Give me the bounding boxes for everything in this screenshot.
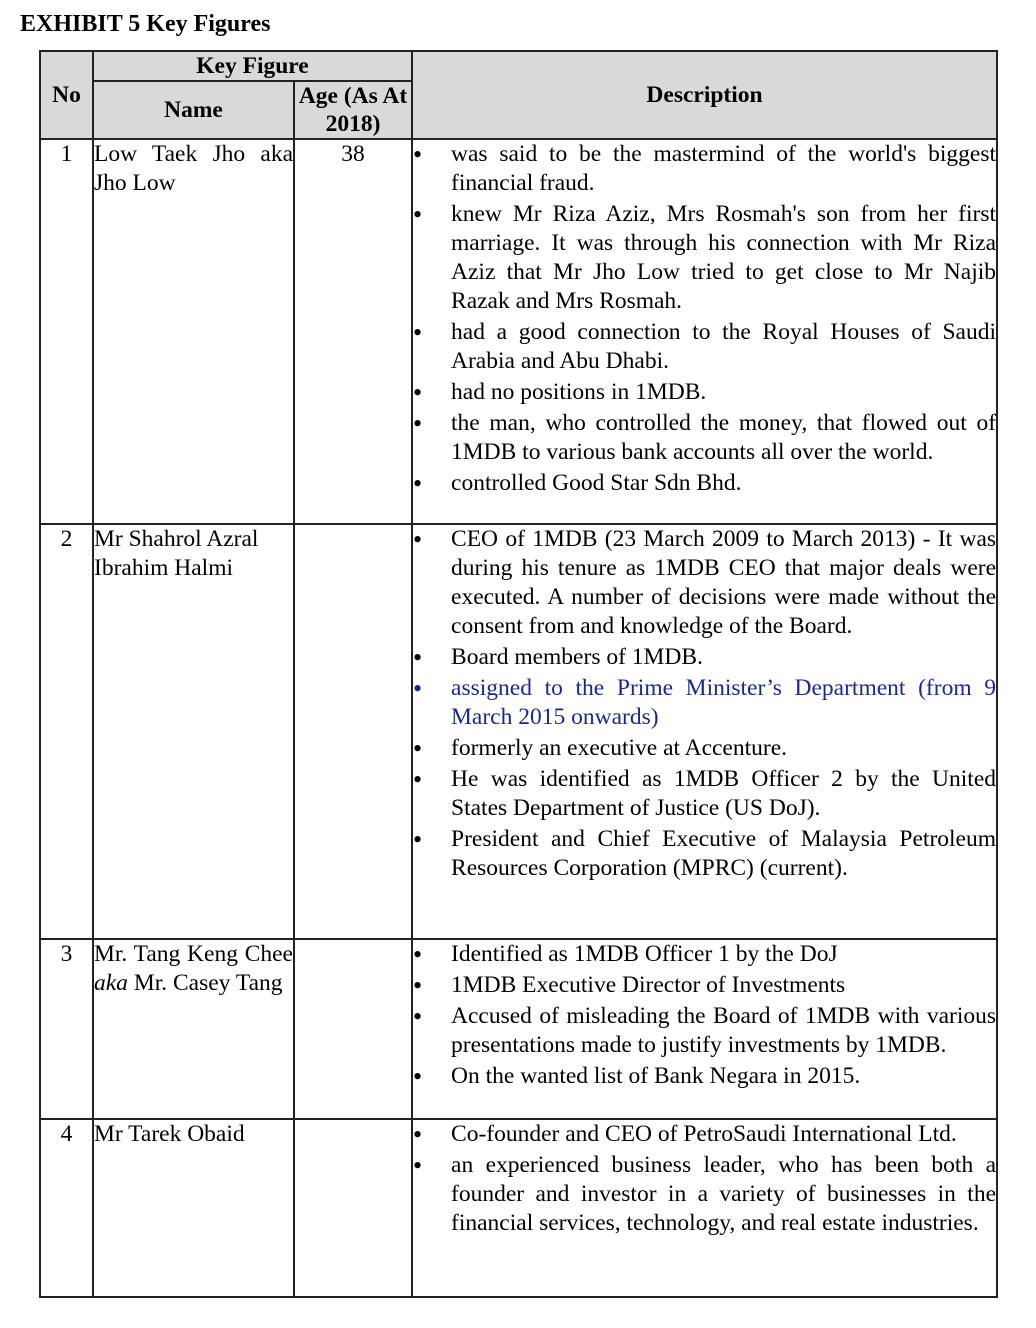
description-bullet: • Identified as 1MDB Officer 1 by the DoJ: [413, 940, 996, 969]
exhibit-title: EXHIBIT 5 Key Figures: [20, 11, 271, 37]
row-number: 4: [40, 1119, 93, 1297]
row-name: Mr Shahrol Azral Ibrahim Halmi: [93, 524, 294, 939]
header-row-top: [40, 51, 997, 81]
description-bullet: • On the wanted list of Bank Negara in 2015.: [413, 1062, 996, 1091]
row-age: [294, 939, 412, 1119]
description-list: [413, 525, 996, 883]
description-list: [413, 1120, 996, 1238]
name-part: Mr. Tang Keng Chee: [94, 941, 293, 967]
name-part-aka: aka: [94, 970, 128, 996]
row-description: [412, 139, 997, 524]
name-part: Mr. Casey Tang: [127, 970, 283, 996]
description-bullet: • knew Mr Riza Aziz, Mrs Rosmah's son from her first marriage. It was through his connection with Mr Riza Aziz that Mr Jho Low tried to get close to Mr Najib Razak and Mrs Rosmah.: [413, 200, 996, 316]
description-bullet: • formerly an executive at Accenture.: [413, 734, 996, 763]
row-number: 2: [40, 524, 93, 939]
description-bullet: • was said to be the mastermind of the world's biggest financial fraud.: [413, 140, 996, 198]
header-name: Name: [93, 81, 294, 139]
row-age: [294, 524, 412, 939]
row-description: [412, 524, 997, 939]
description-bullet: • President and Chief Executive of Malaysia Petroleum Resources Corporation (MPRC) (current).: [413, 825, 996, 883]
header-no: No: [40, 51, 93, 139]
row-name: [93, 939, 294, 1119]
header-key-figure: Key Figure: [93, 51, 412, 81]
description-bullet: • He was identified as 1MDB Officer 2 by the United States Department of Justice (US DoJ).: [413, 765, 996, 823]
table-row: [40, 524, 997, 939]
description-bullet: • had no positions in 1MDB.: [413, 378, 996, 407]
row-age: [294, 1119, 412, 1297]
table-row: [40, 939, 997, 1119]
description-bullet: • Co-founder and CEO of PetroSaudi International Ltd.: [413, 1120, 996, 1149]
table-row: [40, 139, 997, 524]
header-description: Description: [412, 51, 997, 139]
row-description: [412, 939, 997, 1119]
description-bullet: • Board members of 1MDB.: [413, 643, 996, 672]
row-name: Low Taek Jho aka Jho Low: [93, 139, 294, 524]
description-bullet: • assigned to the Prime Minister’s Department (from 9 March 2015 onwards): [413, 674, 996, 732]
key-figures-table: [39, 50, 998, 1298]
row-number: 3: [40, 939, 93, 1119]
row-number: 1: [40, 139, 93, 524]
description-bullet: • controlled Good Star Sdn Bhd.: [413, 469, 996, 498]
table-row: [40, 1119, 997, 1297]
description-bullet: • CEO of 1MDB (23 March 2009 to March 2013) - It was during his tenure as 1MDB CEO that major deals were executed. A number of decisions were made without the consent from and knowledge of the Board.: [413, 525, 996, 641]
header-age: Age (As At 2018): [294, 81, 412, 139]
description-bullet: • an experienced business leader, who has been both a founder and investor in a variety of businesses in the financial services, technology, and real estate industries.: [413, 1151, 996, 1238]
description-bullet: • had a good connection to the Royal Houses of Saudi Arabia and Abu Dhabi.: [413, 318, 996, 376]
description-list: [413, 940, 996, 1091]
description-bullet: • 1MDB Executive Director of Investments: [413, 971, 996, 1000]
description-bullet: • the man, who controlled the money, that flowed out of 1MDB to various bank accounts all over the world.: [413, 409, 996, 467]
description-bullet: • Accused of misleading the Board of 1MDB with various presentations made to justify investments by 1MDB.: [413, 1002, 996, 1060]
description-list: [413, 140, 996, 498]
row-age: 38: [294, 139, 412, 524]
row-name: Mr Tarek Obaid: [93, 1119, 294, 1297]
row-description: [412, 1119, 997, 1297]
